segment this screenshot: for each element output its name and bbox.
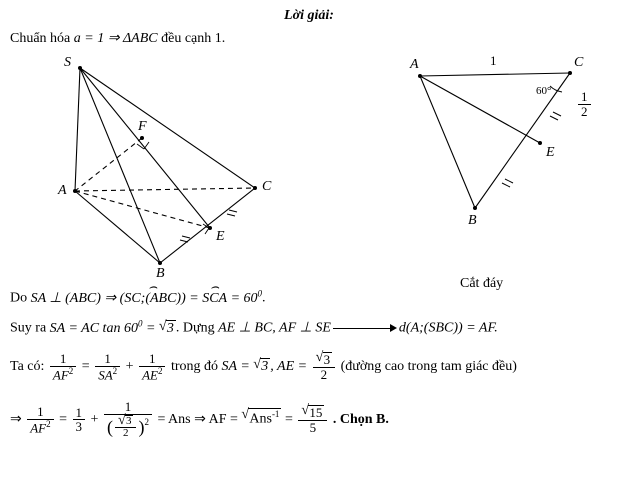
solution-line-4: [10, 400, 389, 440]
line2-lead: Suy ra: [10, 320, 50, 336]
plus-2: +: [90, 412, 99, 428]
vertex-label-B: B: [468, 213, 477, 228]
line2-math-b: AE ⊥ BC, AF ⊥ SE: [218, 320, 331, 336]
vertex-label-A: A: [410, 57, 419, 72]
solution-line-3: [10, 352, 517, 382]
frac-1-over-SA2: $\frac{1}{SA^2}$: [95, 352, 120, 382]
vertex-label-F: F: [138, 119, 147, 134]
frac-1-over-AE2: $\frac{1}{AE^2}$: [139, 352, 165, 382]
intro-suffix: đều cạnh 1.: [157, 31, 226, 46]
long-arrow-icon: [331, 323, 399, 333]
sqrt-ans-inverse: √ Ans$^{-1}$: [241, 408, 281, 428]
vertex-label-B: B: [156, 266, 165, 281]
pyramid-svg: [20, 48, 320, 278]
vertex-label-E: E: [546, 145, 555, 160]
line3-mid: trong đó: [170, 359, 222, 375]
frac-1-over-3: $\frac{1}{3}$: [73, 406, 86, 434]
vertex-label-C: C: [574, 55, 584, 70]
equals-1: =: [81, 359, 90, 375]
line3-tail: (đường cao trong tam giác đều): [340, 359, 517, 375]
solution-line-1: [10, 288, 266, 307]
line3-lead: Ta có:: [10, 359, 48, 375]
pyramid-figure: [20, 48, 320, 281]
angle-label-60: 60°: [536, 85, 552, 97]
base-triangle-svg: [370, 48, 610, 278]
intro-line: [10, 30, 225, 47]
line4-mid: = Ans ⇒ AF =: [157, 412, 242, 428]
base-triangle-figure: [370, 48, 610, 278]
frac-1-over-sqrt3-half-squared: 1 ( √ $\frac{3}{2}$ )$^2$: [104, 400, 152, 440]
frac-sqrt3-over-2: √ $\frac{3}{2}$: [313, 352, 336, 381]
intro-prefix: Chuẩn hóa: [10, 31, 74, 46]
vertex-label-E: E: [216, 229, 225, 244]
vertex-label-C: C: [262, 179, 272, 194]
frac-sqrt15-over-5: √ $\frac{15}{5}$: [298, 405, 327, 434]
line2-math-a: SA = AC $\tan 60^0$ = √ 3: [50, 321, 176, 336]
line1-lead: Do: [10, 290, 31, 306]
figures-area: [0, 48, 618, 291]
line4-lead: ⇒: [10, 412, 26, 428]
frac-1-over-AF2-b: $\frac{1}{AF^2}$: [27, 405, 53, 435]
line1-math: SA ⊥ (ABC) ⇒ ⌢ (SC;(ABC)) = ⌢ SCA = $60^0$: [31, 291, 262, 306]
line2-math-c: d(A;(SBC)) = AF.: [398, 320, 498, 336]
half-den: 2: [581, 103, 588, 119]
plus-1: +: [125, 359, 134, 375]
solution-line-2: [10, 318, 498, 337]
figure-caption: Cắt đáy: [460, 276, 504, 291]
line3-SA-value: SA = √ 3 , AE =: [222, 359, 311, 374]
line2-mid: . Dựng: [175, 320, 219, 336]
side-length-label: 1: [490, 53, 497, 68]
frac-1-over-AF2: $\frac{1}{AF^2}$: [50, 352, 76, 382]
half-num: 1: [578, 90, 591, 105]
equals-3: =: [284, 412, 293, 428]
half-segment-label: [578, 90, 591, 118]
vertex-label-A: A: [58, 183, 67, 198]
equals-2: =: [59, 412, 68, 428]
answer-choice: . Chọn B.: [332, 412, 389, 428]
vertex-label-S: S: [64, 55, 71, 70]
intro-equation: a = 1 ⇒ ΔABC: [73, 31, 158, 46]
page-title: Lời giải:: [284, 8, 334, 23]
line1-period: .: [262, 290, 266, 306]
